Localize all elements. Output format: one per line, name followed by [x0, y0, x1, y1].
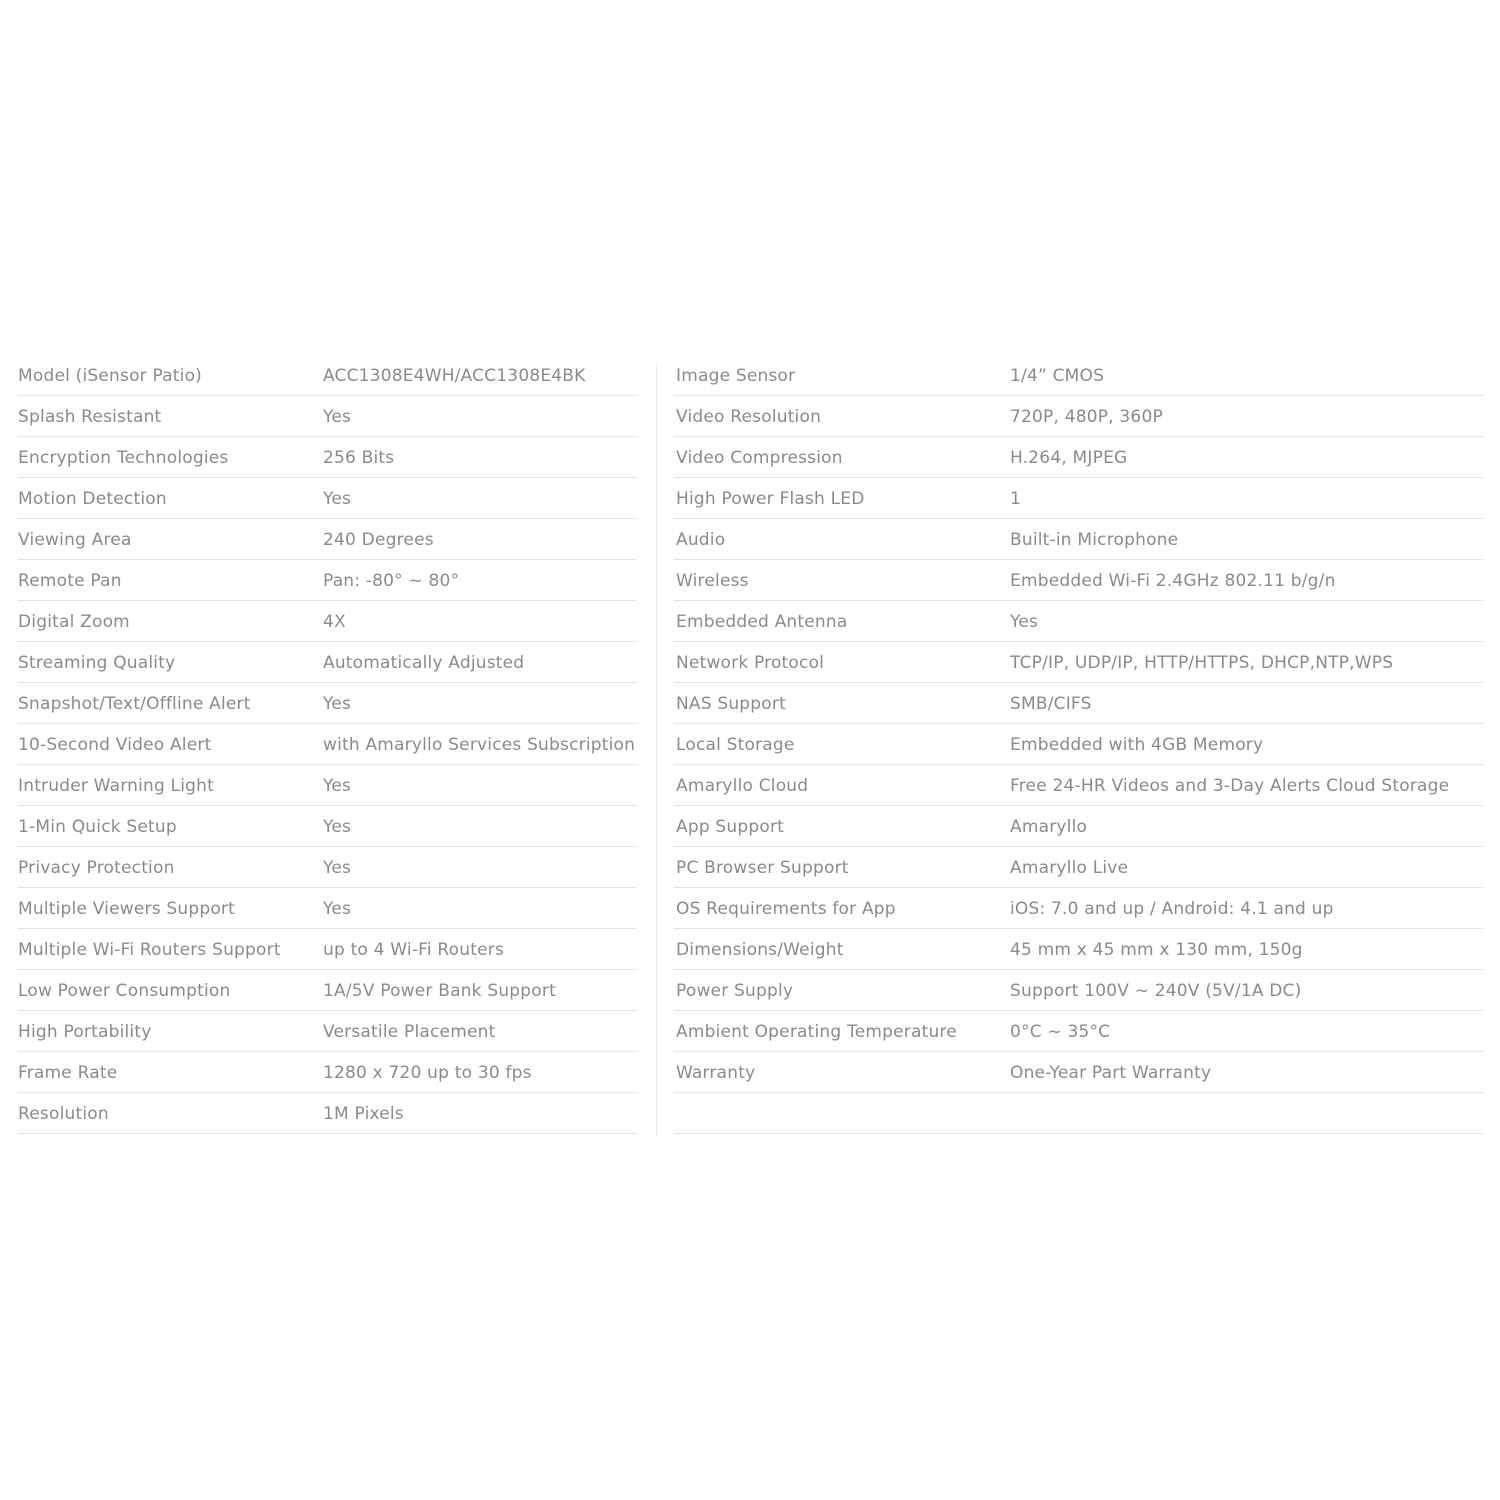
spec-value: Yes: [323, 817, 352, 837]
spec-row: [18, 601, 637, 642]
spec-label: Privacy Protection: [18, 858, 175, 878]
spec-row: [18, 560, 637, 601]
spec-label: Multiple Wi-Fi Routers Support: [18, 940, 281, 960]
spec-label: OS Requirements for App: [676, 899, 896, 919]
spec-value: Free 24-HR Videos and 3-Day Alerts Cloud Storage: [1010, 776, 1450, 796]
spec-row: [18, 1093, 637, 1134]
spec-value: 1M Pixels: [323, 1104, 404, 1124]
spec-value: up to 4 Wi-Fi Routers: [323, 940, 505, 960]
spec-value: Amaryllo Live: [1010, 858, 1129, 878]
spec-row: [18, 519, 637, 560]
spec-label: Wireless: [676, 571, 749, 591]
spec-value: 4X: [323, 612, 346, 632]
spec-row: [18, 970, 637, 1011]
spec-value: Yes: [1010, 612, 1039, 632]
spec-value: 1A/5V Power Bank Support: [323, 981, 556, 1001]
spec-row: [674, 478, 1484, 519]
spec-row: [18, 1052, 637, 1093]
spec-row: [674, 519, 1484, 560]
spec-row: [674, 724, 1484, 765]
spec-label: Dimensions/Weight: [676, 940, 844, 960]
spec-value: 1: [1010, 489, 1022, 509]
spec-row: [674, 847, 1484, 888]
spec-label: Encryption Technologies: [18, 448, 229, 468]
spec-value: SMB/CIFS: [1010, 694, 1092, 714]
spec-label: Frame Rate: [18, 1063, 118, 1083]
spec-value: iOS: 7.0 and up / Android: 4.1 and up: [1010, 899, 1334, 919]
spec-sheet: [18, 355, 1484, 1135]
spec-value: Embedded Wi-Fi 2.4GHz 802.11 b/g/n: [1010, 571, 1336, 591]
spec-value: H.264, MJPEG: [1010, 448, 1128, 468]
spec-value: 256 Bits: [323, 448, 395, 468]
spec-value: Yes: [323, 694, 352, 714]
spec-value: Versatile Placement: [323, 1022, 496, 1042]
spec-label: Audio: [676, 530, 726, 550]
spec-row: [674, 1011, 1484, 1052]
spec-row: [674, 355, 1484, 396]
spec-label: High Power Flash LED: [676, 489, 865, 509]
spec-value: Yes: [323, 899, 352, 919]
spec-row: [674, 929, 1484, 970]
spec-row: [18, 683, 637, 724]
spec-label: Model (iSensor Patio): [18, 366, 203, 386]
spec-row: [674, 970, 1484, 1011]
spec-row: [18, 888, 637, 929]
spec-value: Automatically Adjusted: [323, 653, 525, 673]
spec-column-left: [18, 355, 637, 1134]
spec-value: 720P, 480P, 360P: [1010, 407, 1163, 427]
spec-label: Streaming Quality: [18, 653, 176, 673]
spec-label: Network Protocol: [676, 653, 825, 673]
spec-row: [18, 1011, 637, 1052]
spec-row: [18, 437, 637, 478]
spec-label: Power Supply: [676, 981, 794, 1001]
spec-label: Motion Detection: [18, 489, 167, 509]
spec-row: [674, 806, 1484, 847]
spec-row: [674, 642, 1484, 683]
spec-value: 240 Degrees: [323, 530, 434, 550]
spec-value: Yes: [323, 407, 352, 427]
spec-value: 1/4” CMOS: [1010, 366, 1105, 386]
spec-label: Multiple Viewers Support: [18, 899, 235, 919]
spec-label: Viewing Area: [18, 530, 132, 550]
spec-label: Resolution: [18, 1104, 109, 1124]
spec-label: Image Sensor: [676, 366, 796, 386]
spec-value: Amaryllo: [1010, 817, 1088, 837]
spec-label: Warranty: [676, 1063, 756, 1083]
spec-label: Amaryllo Cloud: [676, 776, 809, 796]
spec-row: [674, 396, 1484, 437]
spec-row: [674, 888, 1484, 929]
spec-row: [674, 1052, 1484, 1093]
spec-label: Splash Resistant: [18, 407, 162, 427]
spec-label: High Portability: [18, 1022, 152, 1042]
spec-row: [18, 355, 637, 396]
spec-value: One-Year Part Warranty: [1010, 1063, 1212, 1083]
spec-row: [674, 765, 1484, 806]
spec-label: NAS Support: [676, 694, 786, 714]
spec-label: Digital Zoom: [18, 612, 130, 632]
spec-value: Yes: [323, 858, 352, 878]
spec-row: [674, 437, 1484, 478]
spec-label: Remote Pan: [18, 571, 122, 591]
spec-label: Embedded Antenna: [676, 612, 848, 632]
spec-value: 0°C ~ 35°C: [1010, 1022, 1111, 1042]
spec-row: [674, 1093, 1484, 1134]
spec-row: [674, 560, 1484, 601]
spec-label: 1-Min Quick Setup: [18, 817, 177, 837]
spec-value: Built-in Microphone: [1010, 530, 1179, 550]
spec-row: [18, 765, 637, 806]
spec-label: Intruder Warning Light: [18, 776, 214, 796]
spec-label: PC Browser Support: [676, 858, 849, 878]
spec-row: [18, 642, 637, 683]
spec-label: App Support: [676, 817, 785, 837]
spec-value: 45 mm x 45 mm x 130 mm, 150g: [1010, 940, 1303, 960]
spec-label: Local Storage: [676, 735, 795, 755]
spec-label: Video Compression: [676, 448, 843, 468]
spec-label: Ambient Operating Temperature: [676, 1022, 957, 1042]
column-divider: [656, 365, 657, 1135]
spec-row: [18, 724, 637, 765]
spec-value: Embedded with 4GB Memory: [1010, 735, 1264, 755]
spec-row: [18, 806, 637, 847]
spec-value: Support 100V ~ 240V (5V/1A DC): [1010, 981, 1302, 1001]
spec-value: Pan: -80° ~ 80°: [323, 571, 460, 591]
spec-row: [674, 683, 1484, 724]
spec-column-right: [674, 355, 1484, 1134]
spec-value: 1280 x 720 up to 30 fps: [323, 1063, 532, 1083]
spec-value: Yes: [323, 489, 352, 509]
spec-row: [674, 601, 1484, 642]
spec-value: ACC1308E4WH/ACC1308E4BK: [323, 366, 586, 386]
spec-row: [18, 929, 637, 970]
spec-row: [18, 396, 637, 437]
spec-label: Low Power Consumption: [18, 981, 231, 1001]
spec-value: Yes: [323, 776, 352, 796]
spec-row: [18, 847, 637, 888]
spec-value: TCP/IP, UDP/IP, HTTP/HTTPS, DHCP,NTP,WPS: [1010, 653, 1394, 673]
spec-label: Snapshot/Text/Offline Alert: [18, 694, 251, 714]
spec-row: [18, 478, 637, 519]
spec-label: Video Resolution: [676, 407, 822, 427]
spec-value: with Amaryllo Services Subscription: [323, 735, 636, 755]
spec-label: 10-Second Video Alert: [18, 735, 212, 755]
